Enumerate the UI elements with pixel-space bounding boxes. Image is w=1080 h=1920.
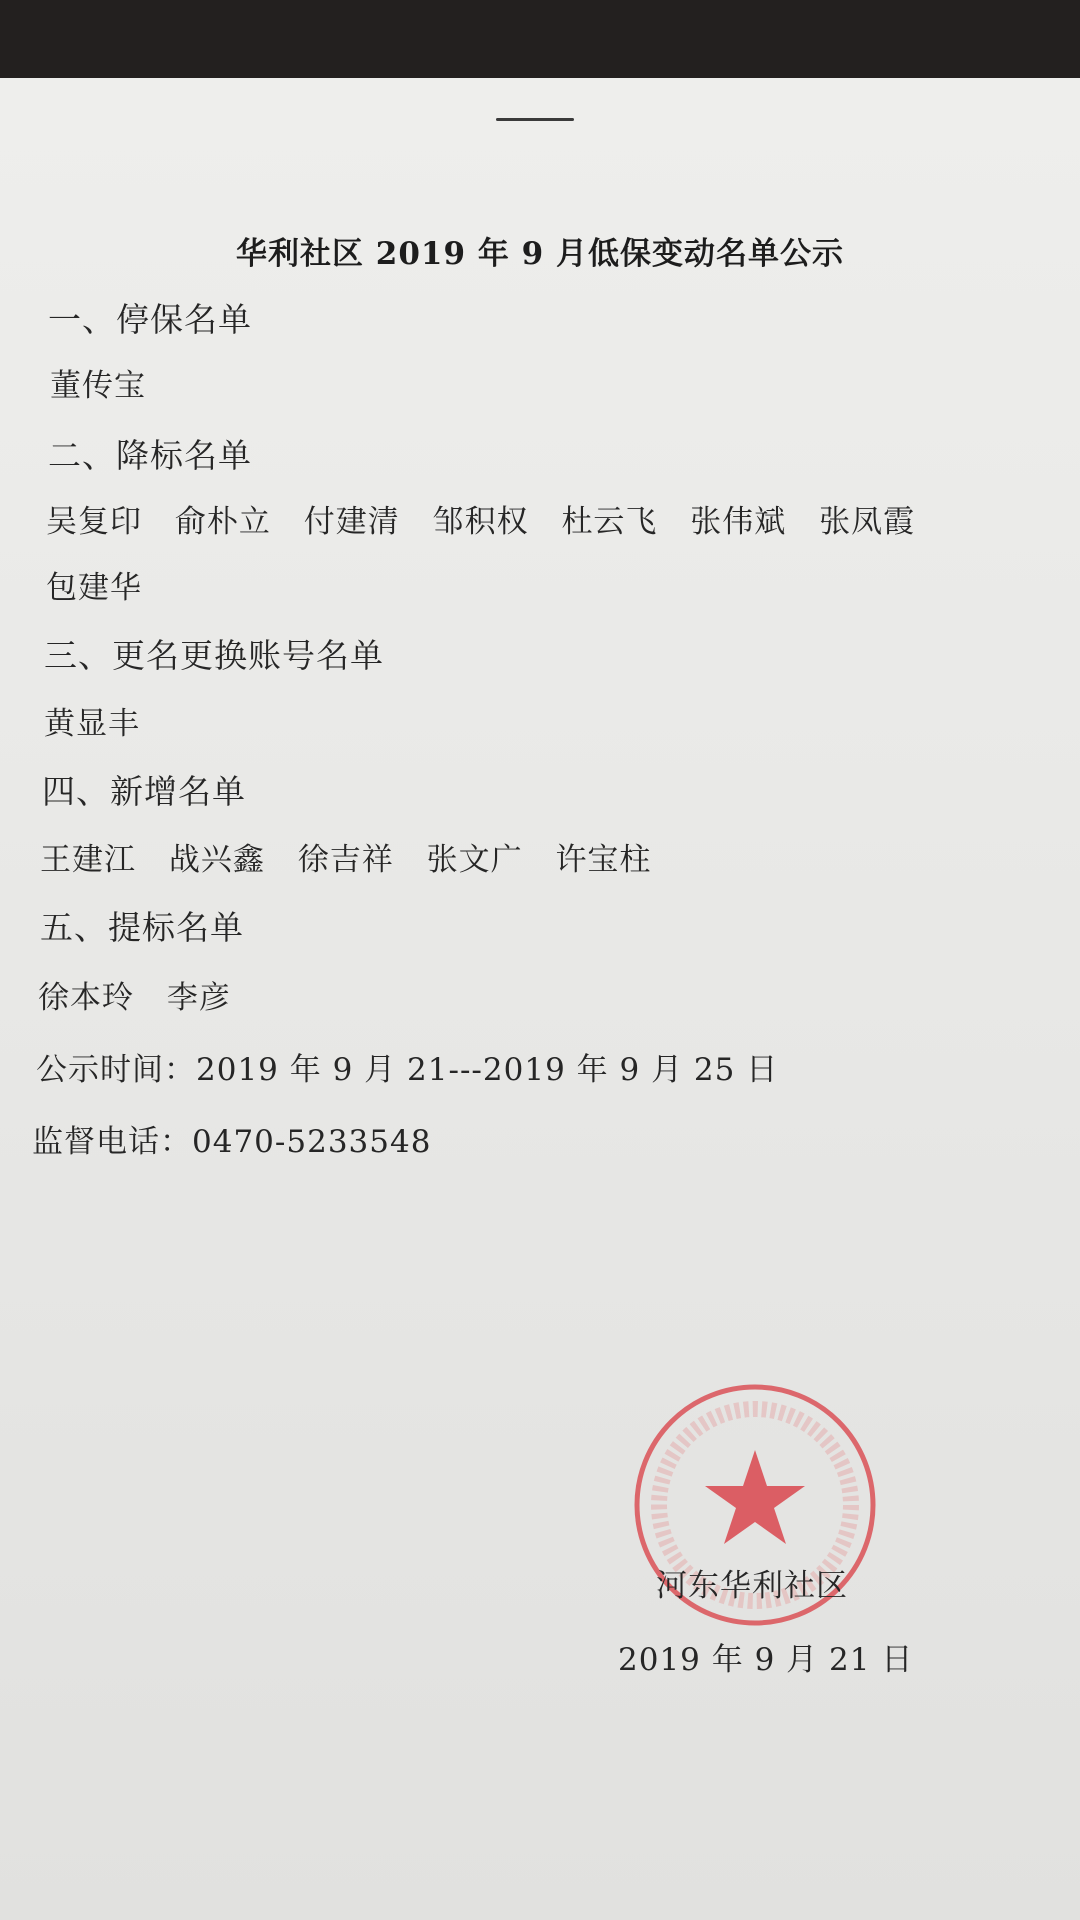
person-name: 董传宝 (50, 368, 146, 404)
person-name: 张凤霞 (819, 504, 916, 540)
signature-date: 2019 年 9 月 21 日 (618, 1642, 914, 1678)
person-name: 张伟斌 (690, 504, 787, 540)
person-name: 付建清 (303, 504, 400, 540)
person-name: 许宝柱 (555, 842, 652, 878)
person-name: 战兴鑫 (168, 842, 265, 878)
name-line (46, 496, 915, 541)
name-line (38, 972, 231, 1017)
top-dash-mark (496, 118, 574, 121)
name-line (46, 562, 142, 607)
section-heading-rename: 三、更名更换账号名单 (44, 636, 384, 675)
name-line (40, 834, 651, 879)
person-name: 杜云飞 (561, 504, 658, 540)
person-name: 张文广 (426, 842, 523, 878)
signature-org: 河东华利社区 (656, 1568, 848, 1604)
person-name: 邹积权 (432, 504, 529, 540)
name-line (50, 360, 146, 405)
person-name: 包建华 (46, 570, 142, 606)
notice-period: 公示时间：2019 年 9 月 21---2019 年 9 月 25 日 (36, 1052, 779, 1088)
person-name: 黄显丰 (44, 706, 140, 742)
name-line (44, 698, 140, 743)
person-name: 俞朴立 (174, 504, 271, 540)
section-heading-raise: 五、提标名单 (40, 908, 244, 947)
star-icon (705, 1450, 805, 1544)
person-name: 徐本玲 (38, 980, 134, 1016)
person-name: 吴复印 (46, 504, 142, 540)
phone-number: 监督电话：0470-5233548 (32, 1124, 432, 1160)
person-name: 王建江 (40, 842, 136, 878)
person-name: 徐吉祥 (297, 842, 394, 878)
section-heading-reduce: 二、降标名单 (48, 436, 252, 475)
section-heading-stop: 一、停保名单 (48, 300, 252, 339)
section-heading-new: 四、新增名单 (42, 772, 246, 811)
document-title: 华利社区 2019 年 9 月低保变动名单公示 (235, 236, 845, 272)
person-name: 李彦 (166, 980, 231, 1016)
